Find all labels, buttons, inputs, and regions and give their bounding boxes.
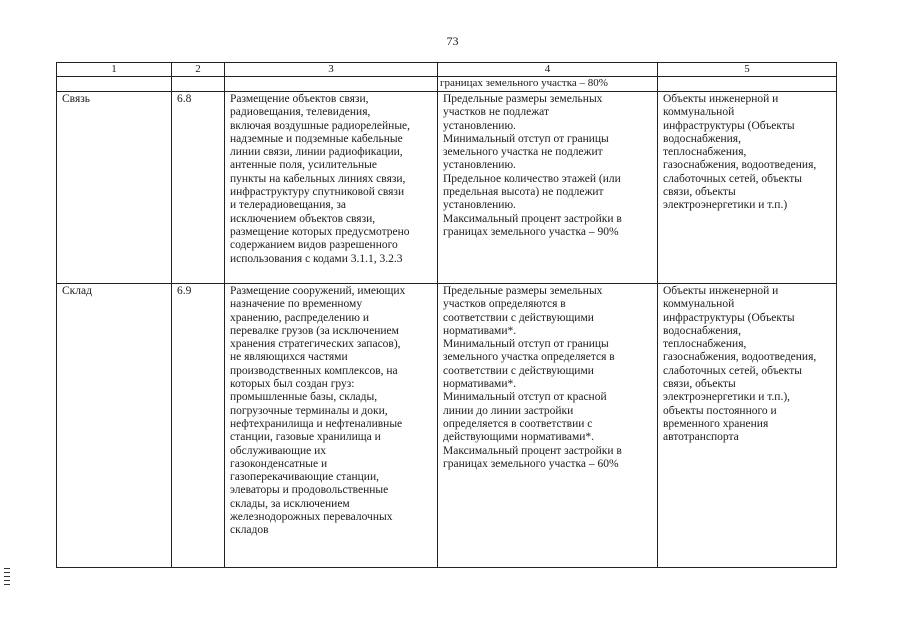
table-row <box>57 284 837 568</box>
text-line: назначение по временному <box>230 298 363 311</box>
text-line: железнодорожных перевалочных <box>230 511 393 524</box>
text-line: Максимальный процент застройки в <box>443 212 622 225</box>
text-line: установлению. <box>443 159 516 172</box>
text-line: элеваторы и продовольственные <box>230 484 389 497</box>
text-line: размещение которых предусмотрено <box>230 225 410 238</box>
text-line: склады, за исключением <box>230 497 350 510</box>
text-line: электроэнергетики и т.п.) <box>663 199 788 212</box>
text-line: промышленные базы, склады, <box>230 391 378 404</box>
related-facilities <box>658 284 837 568</box>
text-line: газоснабжения, водоотведения, <box>663 159 817 172</box>
text-line: станции, газовые хранилища и <box>230 431 381 444</box>
text-line: установлению. <box>443 199 516 212</box>
text-line: Минимальный отступ от границы <box>443 132 609 145</box>
text-line: нормативами*. <box>443 324 517 337</box>
text-line: связи, объекты <box>663 378 736 391</box>
text-line: действующими нормативами*. <box>443 431 595 444</box>
text-line: и телерадиовещания, за <box>230 199 347 212</box>
text-line: коммунальной <box>663 106 735 119</box>
text-line: погрузочные терминалы и доки, <box>230 404 388 417</box>
text-line: границах земельного участка – 90% <box>443 225 619 238</box>
text-line: Размещение сооружений, имеющих <box>230 285 406 297</box>
text-line: теплоснабжения, <box>663 146 747 159</box>
text-line: определяется в соответствии с <box>443 417 593 430</box>
table-header-row <box>57 63 837 77</box>
continuation-row <box>57 77 837 92</box>
text-line: газоперекачивающие станции, <box>230 471 379 484</box>
text-line: Объекты инженерной и <box>663 285 779 297</box>
text-line: слаботочных сетей, объекты <box>663 172 802 185</box>
text-line: коммунальной <box>663 298 735 311</box>
text-line: производственных комплексов, на <box>230 364 398 377</box>
table-row <box>57 92 837 284</box>
use-code: 6.8 <box>172 92 225 284</box>
text-line: которых был создан груз: <box>230 378 355 391</box>
column-header: 4 <box>438 63 658 77</box>
text-line: электроэнергетики и т.п.), <box>663 391 791 404</box>
text-line: Минимальный отступ от границы <box>443 338 609 351</box>
text-line: использования с кодами 3.1.1, 3.2.3 <box>230 252 403 265</box>
text-line: земельного участка не подлежит <box>443 146 603 159</box>
text-line: инфраструктуру спутниковой связи <box>230 186 405 199</box>
use-parameters <box>438 92 658 284</box>
text-line: теплоснабжения, <box>663 338 747 351</box>
related-facilities <box>658 92 837 284</box>
text-line: хранения стратегических запасов), <box>230 338 401 351</box>
text-line: газоснабжения, водоотведения, <box>663 351 817 364</box>
text-line: временного хранения <box>663 417 769 430</box>
text-line: Максимальный процент застройки в <box>443 444 622 457</box>
land-use-table <box>56 62 837 568</box>
text-line: газоконденсатные и <box>230 457 328 470</box>
text-line: складов <box>230 524 269 537</box>
text-line: Объекты инженерной и <box>663 93 779 105</box>
text-line: объекты постоянного и <box>663 404 777 417</box>
text-line: не являющихся частями <box>230 351 348 364</box>
text-line: соответствии с действующими <box>443 364 594 377</box>
use-name: Связь <box>57 92 172 284</box>
page-number: 73 <box>446 34 459 48</box>
text-line: Размещение объектов связи, <box>230 93 369 105</box>
text-line: участков не подлежат <box>443 106 550 119</box>
text-line: Минимальный отступ от красной <box>443 391 607 404</box>
text-line: водоснабжения, <box>663 324 741 337</box>
text-line: связи, объекты <box>663 186 736 199</box>
text-line: перевалке грузов (за исключением <box>230 324 399 337</box>
text-line: автотранспорта <box>663 431 739 444</box>
text-line: Предельные размеры земельных <box>443 93 603 105</box>
use-code: 6.9 <box>172 284 225 568</box>
scan-margin-marks <box>4 568 10 588</box>
continuation-cell: границах земельного участка – 80% <box>438 77 658 92</box>
text-line: предельная высота) не подлежит <box>443 186 604 199</box>
column-header: 1 <box>57 63 172 77</box>
text-line: антенные поля, усилительные <box>230 159 377 172</box>
text-line: хранению, распределению и <box>230 311 370 324</box>
text-line: участков определяются в <box>443 298 566 311</box>
text-line: земельного участка определяется в <box>443 351 615 364</box>
use-description <box>225 92 438 284</box>
text-line: водоснабжения, <box>663 132 741 145</box>
text-line: включая воздушные радиорелейные, <box>230 119 411 132</box>
column-header: 3 <box>225 63 438 77</box>
use-name: Склад <box>57 284 172 568</box>
column-header: 2 <box>172 63 225 77</box>
text-line: инфраструктуры (Объекты <box>663 119 795 132</box>
text-line: Предельное количество этажей (или <box>443 172 621 185</box>
column-header: 5 <box>658 63 837 77</box>
text-line: содержанием видов разрешенного <box>230 239 398 252</box>
text-line: обслуживающие их <box>230 444 327 457</box>
text-line: линии связи, линии радиофикации, <box>230 146 403 159</box>
text-line: линии до линии застройки <box>443 404 574 417</box>
use-description <box>225 284 438 568</box>
text-line: надземные и подземные кабельные <box>230 132 403 145</box>
text-line: исключением объектов связи, <box>230 212 376 225</box>
text-line: слаботочных сетей, объекты <box>663 364 802 377</box>
text-line: установлению. <box>443 119 516 132</box>
text-line: инфраструктуры (Объекты <box>663 311 795 324</box>
text-line: Предельные размеры земельных <box>443 285 603 297</box>
text-line: нормативами*. <box>443 378 517 391</box>
text-line: соответствии с действующими <box>443 311 594 324</box>
text-line: границах земельного участка – 60% <box>443 457 619 470</box>
text-line: радиовещания, телевидения, <box>230 106 371 119</box>
text-line: нефтехранилища и нефтеналивные <box>230 417 403 430</box>
text-line: пункты на кабельных линиях связи, <box>230 172 406 185</box>
use-parameters <box>438 284 658 568</box>
